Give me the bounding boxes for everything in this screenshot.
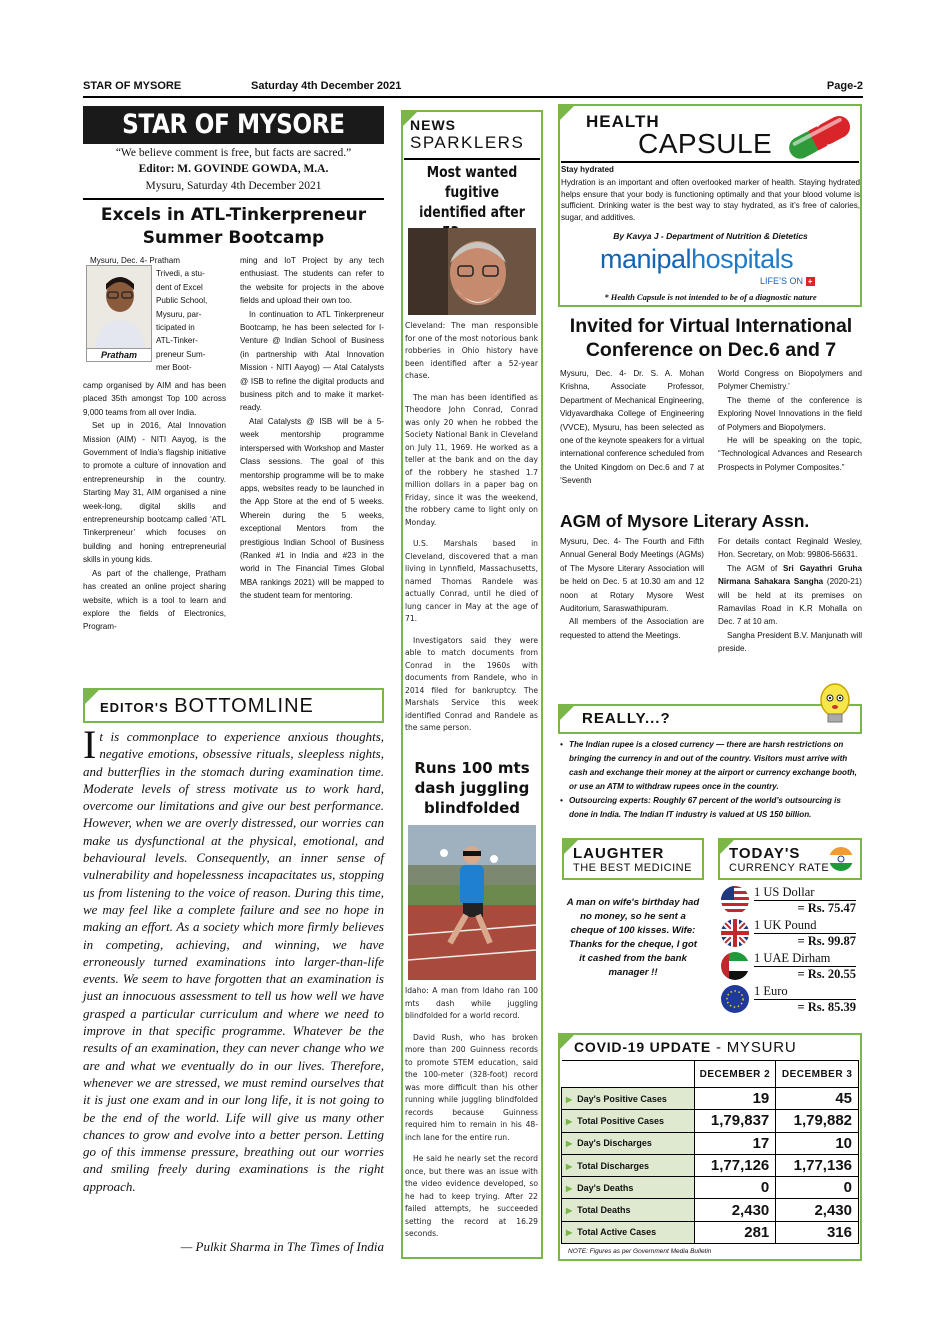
really-label: REALLY...? xyxy=(582,710,671,727)
agm-para: Mysuru, Dec. 4- The Fourth and Fifth Annual General Body Meetings (AGMs) of The Mysore Literary Association will be held on Dec. 5 at 10.30 am and 12 noon at Rotary Mysore West Auditorium, Saraswathipuram. xyxy=(560,537,704,614)
conference-para: He will be speaking on the topic, “Technological Advances and Research Prospects in Polymer Composites.” xyxy=(718,436,862,472)
currency-value: = Rs. 85.39 xyxy=(797,1000,856,1014)
sparklers-label-b: SPARKLERS xyxy=(410,133,525,152)
agm-para xyxy=(718,562,862,629)
manipal-logo-b: hospitals xyxy=(691,244,794,274)
really-item xyxy=(560,794,862,822)
covid-corner xyxy=(560,1035,574,1049)
bullet-icon: • xyxy=(560,796,563,805)
editorial-body: t is commonplace to experience anxious thoughts, negative emotions, obsessive rituals, sleepless nights, and butterflies in the stomach during examination time. Moderate levels of stress motivate us to work hard, overcome our limitations and give our best performance. However, when we are overly distressed, our worries can make us dysfunctional at the physical, emotional, and behavioural levels. Consequently, an inner sense of vulnerability and hopelessness incapacitates us, stopping us from listening to the voice of reason. During this time, we may feel like a complete failure and see no hope in making an effort. As a society which more firmly believes in competing, achieving, and winning, we have erroneously turned examinations into larger-than-life events. We seem to have forgotten that an examination is just an innocuous assessment to tell us how well we have grasped a particular curriculum and where we need to improve in that specific programme. Whatever be the results of an examination, they can never change who we are and what we eventually do in our lives. Therefore, whenever we are stressed, we must remind ourselves that it is just one exam and in our long life, it is not going to be the end of the world. Life will give us many other chances to grow and evolve into a better person. Letting go of this immense pressure, breathing out our worries and smiling freely during examinations is the right approach. xyxy=(83,729,384,1194)
covid-note: NOTE: Figures as per Government Media Bulletin xyxy=(568,1248,712,1255)
agm-headline: AGM of Mysore Literary Assn. xyxy=(560,511,810,531)
currency-label-a: TODAY'S xyxy=(729,845,801,862)
editorial-text xyxy=(83,722,384,1195)
play-arrow-icon: ▶ xyxy=(566,1206,573,1216)
covid-row-label: Total Active Cases xyxy=(577,1227,657,1238)
atl-col1 xyxy=(83,379,226,675)
agm-para: All members of the Association are requested to attend the Meetings. xyxy=(560,617,704,640)
atl-headline-line2: Summer Bootcamp xyxy=(142,228,325,248)
covid-value-dec3: 0 xyxy=(776,1177,859,1199)
editorial-credit: — Pulkit Sharma in The Times of India xyxy=(180,1239,384,1254)
capsule-icon xyxy=(780,110,860,162)
masthead-banner xyxy=(83,106,384,144)
really-corner xyxy=(560,706,574,720)
health-rule xyxy=(561,161,859,163)
covid-value-dec3: 45 xyxy=(776,1088,859,1110)
covid-col-header: DECEMBER 2 xyxy=(694,1061,776,1088)
sparklers-rule xyxy=(404,158,540,160)
manipal-tagline-text: LIFE’S ON xyxy=(760,276,804,286)
conference-headline-line1: Invited for Virtual International xyxy=(569,315,853,337)
us-flag-icon xyxy=(720,885,750,915)
sparkler2-para: He said he nearly set the record once, but there was an issue with the video evidence developed, so he had to keep trying. After 22 failed attempts, he succeeded setting the record at 16.29 seconds. xyxy=(405,1154,538,1238)
sparkler1-para: U.S. Marshals based in Cleveland, discovered that a man living in Lynnfield, Massachusetts, named Thomas Randele was actually Conrad, until he died of lung cancer in May at the age of 71. xyxy=(405,539,538,623)
currency-row xyxy=(718,917,862,950)
atl-para: As part of the challenge, Pratham has created an online project sharing website, which is a tool to learn and explore the fields of Electronics, Program- xyxy=(83,568,226,632)
health-subhead: Stay hydrated xyxy=(561,165,614,174)
sparkler2-para: David Rush, who has broken more than 200 Guinness records to promote STEM education, said the 100-meter (328-foot) record was more difficult than his other running while juggling blindfolded records because Guinness required him to remain in his 48-inch lane for the entire run. xyxy=(405,1032,538,1142)
masthead-dateline: Mysuru, Saturday 4th December 2021 xyxy=(145,180,322,192)
masthead-motto: “We believe comment is free, but facts are sacred.” xyxy=(115,147,352,159)
covid-table xyxy=(561,1060,859,1244)
eu-flag-icon xyxy=(720,984,750,1014)
covid-blank-cell xyxy=(562,1061,695,1088)
bullet-icon: • xyxy=(560,740,563,749)
covid-row-label: Day's Deaths xyxy=(577,1182,634,1193)
really-item xyxy=(560,738,862,794)
health-label-b: CAPSULE xyxy=(638,128,773,159)
covid-row xyxy=(562,1221,859,1243)
covid-label-a: COVID-19 UPDATE xyxy=(574,1039,711,1055)
agm-para: Sangha President B.V. Manjunath will preside. xyxy=(718,630,862,654)
conference-para: World Congress on Biopolymers and Polymer Chemistry.’ xyxy=(718,369,862,392)
play-arrow-icon: ▶ xyxy=(566,1228,573,1238)
conference-para: The theme of the conference is Exploring Novel Innovations in the field of Polymers and Biopolymers. xyxy=(718,395,862,432)
currency-row xyxy=(718,983,862,1016)
currency-name: 1 Euro xyxy=(754,984,788,998)
sparkler2-body xyxy=(405,985,538,1250)
really-item-text: Outsourcing experts: Roughly 67 percent of the world’s outsourcing is done in India. The Indian IT industry is valued at US 150 billion. xyxy=(569,796,841,819)
currency-value: = Rs. 20.55 xyxy=(797,967,856,981)
narrow-line: mer Boot- xyxy=(156,363,192,373)
covid-value-dec3: 10 xyxy=(776,1132,859,1154)
atl-para: In continuation to ATL Tinkerpreneur Bootcamp, he has been selected for I-Venture @ Indian School of Business (in partnership with Atal Innovation Mission - NITI Aayog) — Atal Catalysts @ ISB to refine the digital products and business pitch and to make it market-ready. xyxy=(240,309,384,413)
health-corner xyxy=(560,106,574,120)
currency-list xyxy=(718,884,862,1016)
atl-col1-narrow xyxy=(90,254,226,375)
currency-name: 1 US Dollar xyxy=(754,885,815,899)
header-page-number: Page-2 xyxy=(826,80,863,92)
editorial-corner xyxy=(85,690,99,704)
sparkler1-para: The man has been identified as Theodore John Conrad, Conrad was only 20 when he robbed the Society National Bank in Cleveland on July 11, 1969. He worked as a teller at the bank and on the day of the robbery he stashed 1.7 million dollars in a paper bag on Friday, since it was the weekend, the robbery came to light only on Monday. xyxy=(405,392,538,527)
covid-value-dec3: 316 xyxy=(776,1221,859,1243)
agm-col2 xyxy=(718,535,862,656)
covid-row xyxy=(562,1199,859,1221)
play-arrow-icon: ▶ xyxy=(566,1161,573,1171)
narrow-line: dent of Excel xyxy=(156,282,203,292)
currency-underline xyxy=(754,966,856,967)
header-rule xyxy=(83,96,863,98)
laughter-joke: A man on wife's birthday had no money, so he sent a cheque of 100 kisses. Wife: Thanks for the cheque, I got it cashed from the bank manager !! xyxy=(566,897,700,978)
really-item-text: The Indian rupee is a closed currency — there are harsh restrictions on bringing the currency in and out of the country. Visitors must arrive with cash and exchange their money at the airport or currency exchange booth, or use an ATM to withdraw rupees once in the country. xyxy=(569,740,857,791)
covid-label xyxy=(574,1039,797,1056)
play-arrow-icon: ▶ xyxy=(566,1139,573,1149)
atl-para: ming and IoT Project by any tech enthusiast. The students can refer to the website for projects in the above fields and upload their own too. xyxy=(240,256,384,306)
pratham-photo xyxy=(86,265,152,362)
agm-text: The AGM of xyxy=(727,563,783,573)
editorial-dropcap: I xyxy=(83,722,97,767)
atl-para: Set up in 2016, Atal Innovation Mission (AIM) - NITI Aayog, is the Government of India’s flagship initiative to promote a culture of innovation and entrepreneurship in the country. Starting May 31, AIM organised a nine week-long, digital skills and entrepreneurship bootcamp called ‘ATL Tinkerpreneur’ which focuses on building and honing entrepreneurial skills in young kids. xyxy=(83,421,226,565)
currency-name: 1 UAE Dirham xyxy=(754,951,831,965)
conrad-photo xyxy=(408,228,536,315)
narrow-line: Public School, xyxy=(156,296,208,306)
photo-caption: Pratham xyxy=(87,348,151,361)
editorial-label-b: BOTTOMLINE xyxy=(174,695,314,717)
atl-para: camp organised by AIM and has been placed 35th amongst Top 100 across 9,000 teams from all over India. xyxy=(83,381,226,417)
covid-value-dec2: 17 xyxy=(694,1132,776,1154)
play-arrow-icon: ▶ xyxy=(566,1116,573,1126)
sparkler1-headline: Most wanted fugitive identified after xyxy=(419,163,525,221)
pratham-portrait xyxy=(87,266,152,350)
header-paper-name: STAR OF MYSORE xyxy=(83,80,182,92)
covid-row-label: Total Positive Cases xyxy=(577,1115,665,1126)
bulb-icon xyxy=(815,682,855,728)
conference-col2 xyxy=(718,367,862,474)
manipal-tagline xyxy=(760,276,815,286)
sparklers-label-a: NEWS xyxy=(410,117,456,133)
covid-value-dec2: 0 xyxy=(694,1177,776,1199)
laughter-label-b: THE BEST MEDICINE xyxy=(573,862,692,874)
covid-row xyxy=(562,1132,859,1154)
editorial-label xyxy=(100,695,314,719)
covid-row xyxy=(562,1110,859,1132)
editorial-label-a: EDITOR'S xyxy=(100,700,169,715)
conference-col1 xyxy=(560,367,704,488)
covid-value-dec3: 2,430 xyxy=(776,1199,859,1221)
covid-row-label-cell xyxy=(562,1199,695,1221)
covid-value-dec2: 281 xyxy=(694,1221,776,1243)
covid-row-label: Day's Positive Cases xyxy=(577,1093,667,1104)
covid-col-header: DECEMBER 3 xyxy=(776,1061,859,1088)
currency-row xyxy=(718,950,862,983)
masthead-editor: Editor: M. GOVINDE GOWDA, M.A. xyxy=(138,163,329,175)
currency-underline xyxy=(754,933,856,934)
conrad-portrait xyxy=(408,228,536,315)
currency-underline xyxy=(754,900,856,901)
currency-underline xyxy=(754,999,856,1000)
covid-row xyxy=(562,1154,859,1176)
health-text: Hydration is an important and often overlooked marker of health. Staying hydrated helps ensure that your body is functioning optimally and that your blood volume is sufficient. Drinking water is the best way to stay hydrated, as it’s free of calories, sugar, and additives. xyxy=(561,178,860,222)
sparklers-label xyxy=(410,117,524,153)
narrow-line: preneur Sum- xyxy=(156,349,206,359)
health-byline: By Kavya J - Department of Nutrition & Dietetics xyxy=(613,231,808,241)
uk-flag-icon xyxy=(720,918,750,948)
covid-value-dec2: 2,430 xyxy=(694,1199,776,1221)
sparkler1-body xyxy=(405,320,538,744)
atl-col2 xyxy=(240,254,384,676)
covid-value-dec2: 1,77,126 xyxy=(694,1154,776,1176)
narrow-line: ATL-Tinker- xyxy=(156,336,198,346)
currency-label-b: CURRENCY RATE xyxy=(729,862,830,874)
really-list xyxy=(560,738,862,822)
atl-para: Atal Catalysts @ ISB will be a 5-week mentorship programme interspersed with Workshop and Master Class sessions. The goal of this mentorship programme will be to make apps, websites ready to be launched in the App Store at the end of 5 weeks. Wherein during the 5 weeks, exceptional Mentors from the prestigious Indian School of Business (Ranked #1 in India and #23 in the world in The Financial Times Global MBA rankings 2021) will be mapped to the student team for mentoring. xyxy=(240,416,384,601)
sparkler1-para: Cleveland: The man responsible for one of the most notorious bank robberies in Ohio history have been identified after a 52-year chase. xyxy=(405,321,538,380)
currency-row xyxy=(718,884,862,917)
play-arrow-icon: ▶ xyxy=(566,1094,573,1104)
narrow-line: Trivedi, a stu- xyxy=(156,269,205,279)
covid-label-b: - MYSURU xyxy=(710,1039,797,1056)
covid-row-label-cell xyxy=(562,1154,695,1176)
sparkler2-para: Idaho: A man from Idaho ran 100 mts dash while juggling blindfolded for a world record. xyxy=(405,986,538,1020)
covid-value-dec2: 19 xyxy=(694,1088,776,1110)
health-note: * Health Capsule is not intended to be of a diagnostic nature xyxy=(604,292,817,302)
conference-para: Mysuru, Dec. 4- Dr. S. A. Mohan Krishna, Associate Professor, Department of Mechanical Engineering, Vidyavardhaka College of Engineering (VVCE), Mysuru, has been selected as one of the keynote speakers for a virtual international conference scheduled from the United Kingdom on Dec.6 and 7 at ‘Seventh xyxy=(560,369,704,486)
manipal-logo-a: manipal xyxy=(600,244,692,274)
laughter-label-a: LAUGHTER xyxy=(573,845,665,862)
covid-row-label-cell xyxy=(562,1088,695,1110)
masthead-rule xyxy=(83,198,384,200)
currency-value: = Rs. 75.47 xyxy=(797,901,856,915)
covid-value-dec2: 1,79,837 xyxy=(694,1110,776,1132)
covid-row-label-cell xyxy=(562,1177,695,1199)
sparkler2-headline: Runs 100 mts dash juggling blindfolded xyxy=(414,759,530,817)
conference-headline-line2: Conference on Dec.6 and 7 xyxy=(585,339,837,361)
uae-flag-icon xyxy=(720,951,750,981)
running-header xyxy=(83,80,863,96)
covid-row xyxy=(562,1088,859,1110)
currency-value: = Rs. 99.87 xyxy=(797,934,856,948)
atl-headline xyxy=(83,204,384,250)
plus-icon: + xyxy=(806,277,815,286)
agm-col1 xyxy=(560,535,704,642)
covid-row-label: Day's Discharges xyxy=(577,1138,652,1149)
covid-row xyxy=(562,1177,859,1199)
covid-value-dec3: 1,77,136 xyxy=(776,1154,859,1176)
currency-name: 1 UK Pound xyxy=(754,918,817,932)
covid-row-label-cell xyxy=(562,1110,695,1132)
play-arrow-icon: ▶ xyxy=(566,1183,573,1193)
covid-row-label: Total Discharges xyxy=(577,1160,650,1171)
manipal-logo xyxy=(600,244,793,274)
sparkler1-para: Investigators said they were able to match documents from Conrad in the 1960s with documents from Randele, who in 2014 filed for bankruptcy. The Marshals Service this week identified Conrad and Randele as the same person. xyxy=(405,635,538,732)
conference-headline xyxy=(556,314,866,362)
india-flag-icon xyxy=(828,846,854,872)
covid-row-label: Total Deaths xyxy=(577,1205,631,1216)
agm-sangha-name: Sri Gayathri Gruha Nirmana Sahakara Sangha xyxy=(718,563,863,587)
juggler-photo xyxy=(408,825,536,980)
covid-value-dec3: 1,79,882 xyxy=(776,1110,859,1132)
masthead-title: STAR OF MYSORE xyxy=(122,109,345,140)
atl-headline-line1: Excels in ATL-Tinkerpreneur xyxy=(100,205,367,225)
narrow-line: Mysuru, Dec. 4- Pratham xyxy=(90,256,180,265)
juggler-scene xyxy=(408,825,536,980)
header-date: Saturday 4th December 2021 xyxy=(251,80,402,92)
health-label-a: HEALTH xyxy=(586,112,660,131)
covid-row-label-cell xyxy=(562,1132,695,1154)
covid-row-label-cell xyxy=(562,1221,695,1243)
agm-para: For details contact Reginald Wesley, Hon. Secretary, on Mob: 99806-56631. xyxy=(718,537,862,560)
agm-text: (2020-21) will be held at its premises on Ramavilas Road in K.R Mohalla on Dec. 7 at 10 am. xyxy=(718,577,862,627)
narrow-line: Mysuru, par- xyxy=(156,309,202,319)
narrow-line: ticipated in xyxy=(156,323,195,333)
